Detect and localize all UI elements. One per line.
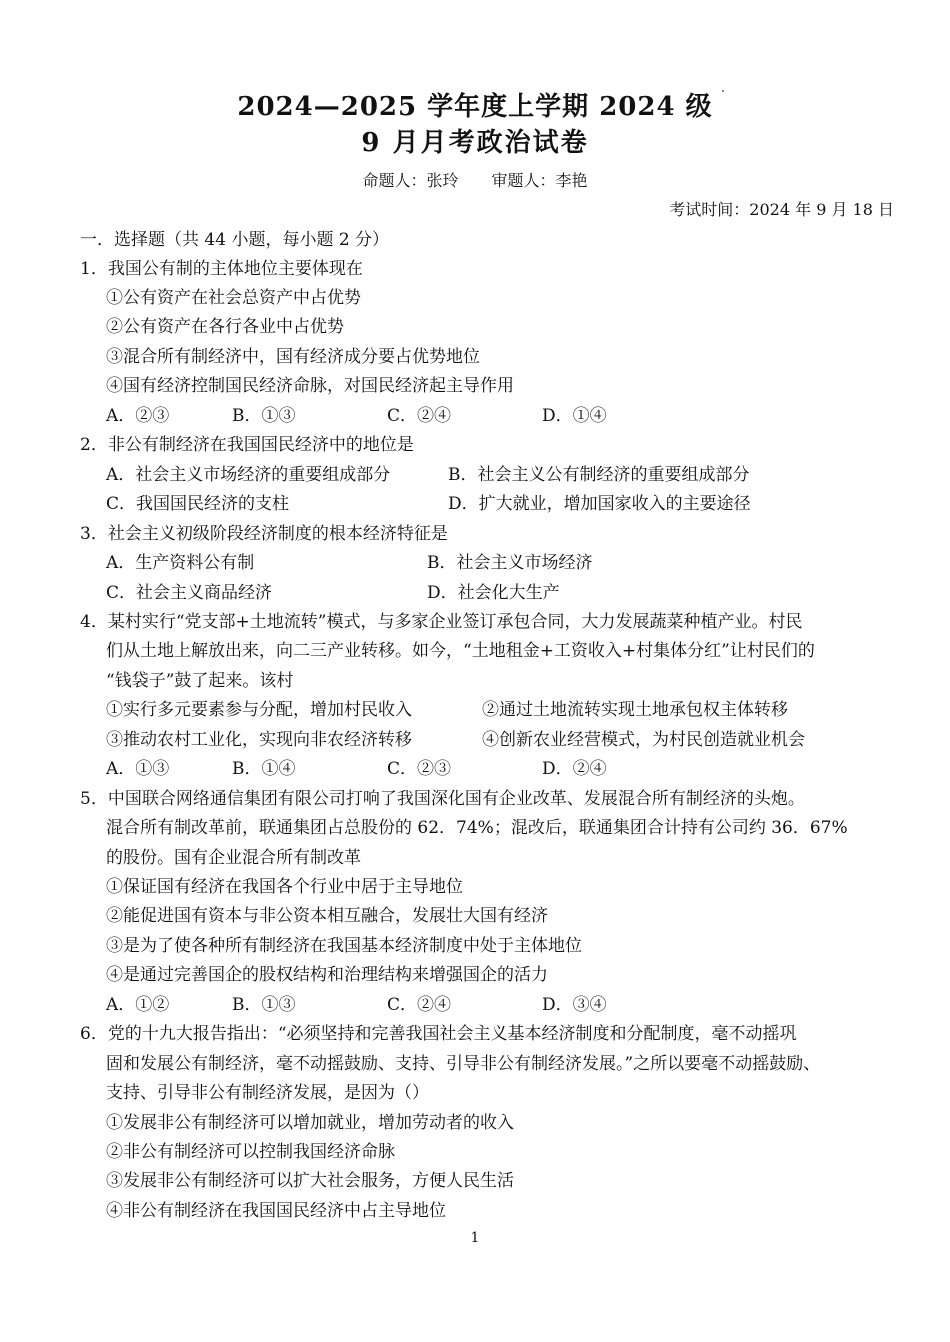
q5-option-a: A．①② <box>106 995 170 1015</box>
question-2-stem: 2．非公有制经济在我国国民经济中的地位是 <box>80 435 414 455</box>
q5-item: ①保证国有经济在我国各个行业中居于主导地位 <box>106 877 463 897</box>
q4-option-a: A．①③ <box>106 759 170 779</box>
q2-option-d: D．扩大就业，增加国家收入的主要途径 <box>448 494 751 514</box>
q6-item: ③发展非公有制经济可以扩大社会服务，方便人民生活 <box>106 1171 514 1191</box>
q6-item: ①发展非公有制经济可以增加就业，增加劳动者的收入 <box>106 1113 514 1133</box>
q3-option-d: D．社会化大生产 <box>427 583 560 603</box>
q1-item: ②公有资产在各行各业中占优势 <box>106 317 344 337</box>
question-3-stem: 3．社会主义初级阶段经济制度的根本经济特征是 <box>80 524 448 544</box>
q1-option-a: A．②③ <box>106 406 170 426</box>
q1-item: ①公有资产在社会总资产中占优势 <box>106 288 361 308</box>
q5-option-c: C．②④ <box>387 995 452 1015</box>
question-1-stem: 1．我国公有制的主体地位主要体现在 <box>80 259 363 279</box>
q6-item: ④非公有制经济在我国国民经济中占主导地位 <box>106 1201 446 1221</box>
question-4-stem-cont: “钱袋子”鼓了起来。该村 <box>106 671 294 691</box>
q6-item: ②非公有制经济可以控制我国经济命脉 <box>106 1142 395 1162</box>
q1-item: ③混合所有制经济中，国有经济成分要占优势地位 <box>106 347 480 367</box>
q1-option-c: C．②④ <box>387 406 452 426</box>
q2-option-a: A．社会主义市场经济的重要组成部分 <box>106 465 391 485</box>
q3-option-a: A．生产资料公有制 <box>106 553 255 573</box>
q1-item: ④国有经济控制国民经济命脉，对国民经济起主导作用 <box>106 376 514 396</box>
q1-option-b: B．①③ <box>232 406 296 426</box>
q5-item: ④是通过完善国企的股权结构和治理结构来增强国企的活力 <box>106 965 548 985</box>
setter: 命题人：张玲 <box>362 171 459 190</box>
q1-option-d: D．①④ <box>542 406 607 426</box>
question-6-stem-cont: 固和发展公有制经济，毫不动摇鼓励、支持、引导非公有制经济发展。”之所以要毫不动摇鼓励、 <box>106 1054 821 1074</box>
reviewer: 审题人：李艳 <box>491 171 588 190</box>
title-line-1: 2024—2025 学年度上学期 2024 级 <box>237 92 713 122</box>
q4-item: ①实行多元要素参与分配，增加村民收入 <box>106 700 412 720</box>
q5-item: ②能促进国有资本与非公资本相互融合，发展壮大国有经济 <box>106 906 548 926</box>
authors-line <box>0 168 950 191</box>
question-6-stem-cont: 支持、引导非公有制经济发展，是因为（） <box>106 1083 429 1103</box>
question-5-stem-cont: 的股份。国有企业混合所有制改革 <box>106 848 361 868</box>
q3-option-b: B．社会主义市场经济 <box>427 553 593 573</box>
section-heading: 一．选择题（共 44 小题，每小题 2 分） <box>80 230 390 250</box>
question-4-stem: 4．某村实行“党支部+土地流转”模式，与多家企业签订承包合同，大力发展蔬菜种植产业。村民 <box>80 612 803 632</box>
q3-option-c: C．社会主义商品经济 <box>106 583 273 603</box>
question-5-stem-cont: 混合所有制改革前，联通集团占总股份的 62．74%；混改后，联通集团合计持有公司约 36．67% <box>106 818 848 838</box>
q2-option-b: B．社会主义公有制经济的重要组成部分 <box>448 465 750 485</box>
q5-item: ③是为了使各种所有制经济在我国基本经济制度中处于主体地位 <box>106 936 582 956</box>
question-5-stem: 5．中国联合网络通信集团有限公司打响了我国深化国有企业改革、发展混合所有制经济的头炮。 <box>80 789 805 809</box>
question-4-stem-cont: 们从土地上解放出来，向二三产业转移。如今，“土地租金+工资收入+村集体分红”让村民们的 <box>106 641 815 661</box>
q4-item: ③推动农村工业化，实现向非农经济转移 <box>106 730 412 750</box>
q4-item: ②通过土地流转实现土地承包权主体转移 <box>482 700 788 720</box>
exam-time: 考试时间：2024 年 9 月 18 日 <box>669 200 894 219</box>
q4-option-c: C．②③ <box>387 759 452 779</box>
q4-option-b: B．①④ <box>232 759 296 779</box>
q4-option-d: D．②④ <box>542 759 607 779</box>
q2-option-c: C．我国国民经济的支柱 <box>106 494 290 514</box>
q4-item: ④创新农业经营模式，为村民创造就业机会 <box>482 730 805 750</box>
q5-option-b: B．①③ <box>232 995 296 1015</box>
page-number: 1 <box>470 1230 480 1246</box>
q5-option-d: D．③④ <box>542 995 607 1015</box>
question-6-stem: 6．党的十九大报告指出：“必须坚持和完善我国社会主义基本经济制度和分配制度，毫不动摇巩 <box>80 1024 797 1044</box>
title-line-2: 9 月月考政治试卷 <box>361 128 589 158</box>
